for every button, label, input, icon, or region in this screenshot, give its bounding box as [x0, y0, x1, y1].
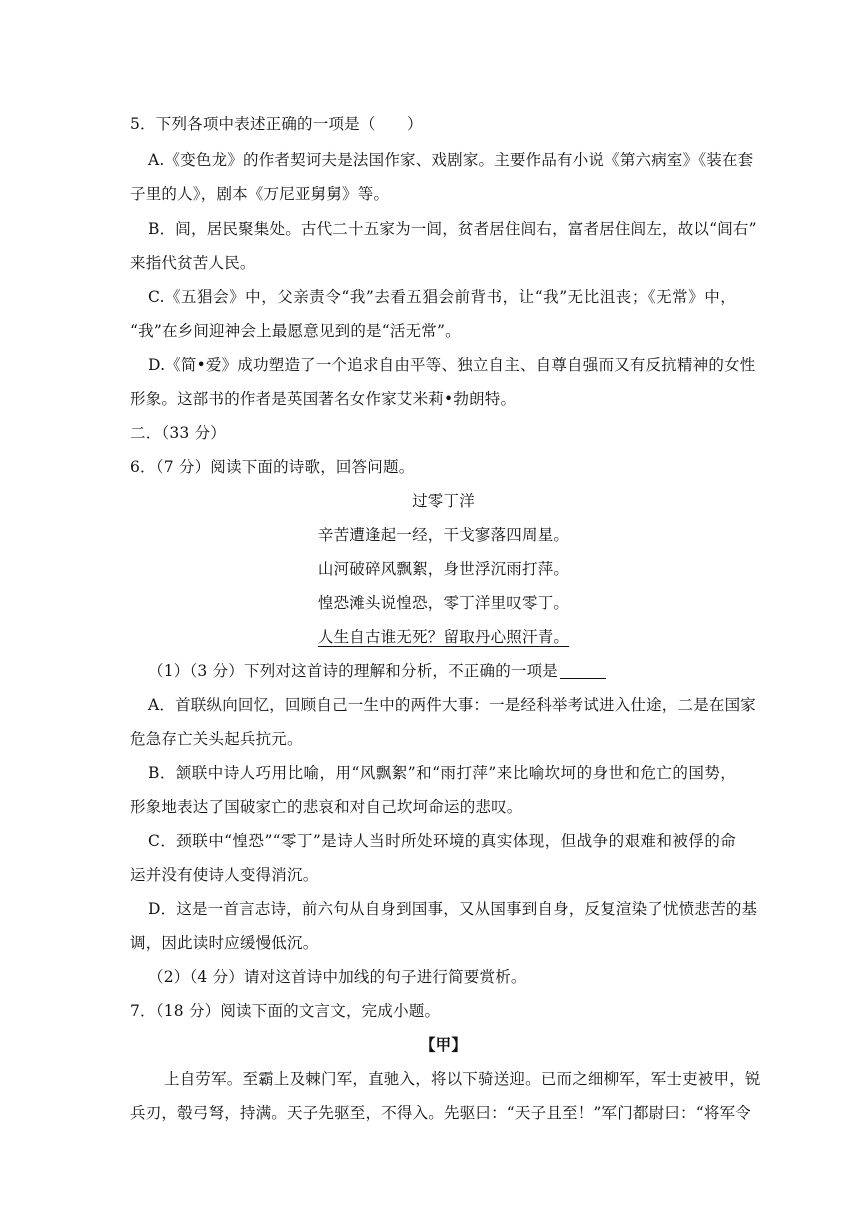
q6-1-option-a-line1: A．首联纵向回忆，回顾自己一生中的两件大事：一是经科举考试进入仕途，二是在国家: [148, 696, 756, 714]
q5-option-c-line1: C.《五猖会》中，父亲责令“我”去看五猖会前背书，让“我”无比沮丧；《无常》中，: [148, 288, 736, 306]
passage-line-2: 兵刃，彀弓弩，持满。天子先驱至，不得入。先驱曰：“天子且至！”军门都尉曰：“将军令: [130, 1104, 751, 1122]
q5-stem: 5．下列各项中表述正确的一项是（ ）: [130, 115, 423, 133]
q5-option-b-line1: B．闾，居民聚集处。古代二十五家为一闾，贫者居住闾右，富者居住闾左，故以“闾右”: [148, 220, 757, 238]
q6-1-stem-text: （1）（3 分）下列对这首诗的理解和分析，不正确的一项是: [148, 662, 559, 680]
q6-1-stem: [148, 661, 606, 681]
passage-line-1: 上自劳军。至霸上及棘门军，直驰入，将以下骑送迎。已而之细柳军，军士吏被甲，锐: [164, 1070, 761, 1088]
passage-part-title: 【甲】: [419, 1035, 468, 1054]
q6-stem: 6．（7 分）阅读下面的诗歌，回答问题。: [130, 458, 415, 476]
q6-1-option-b-line1: B．颔联中诗人巧用比喻，用“风飘絮”和“雨打萍”来比喻坎坷的身世和危亡的国势，: [148, 764, 736, 782]
poem-title: 过零丁洋: [412, 492, 475, 510]
q5-option-d-line2: 形象。这部书的作者是英国著名女作家艾米莉•勃朗特。: [130, 390, 517, 408]
q6-1-option-d-line1: D．这是一首言志诗，前六句从自身到国事，又从国事到自身，反复渲染了忧愤悲苦的基: [148, 900, 758, 918]
q6-1-option-d-line2: 调，因此读时应缓慢低沉。: [130, 934, 319, 952]
q5-option-c-line2: “我”在乡间迎神会上最愿意见到的是“活无常”。: [130, 322, 461, 340]
q5-option-b-line2: 来指代贫苦人民。: [130, 254, 256, 272]
q6-1-option-c-line1: C．颈联中“惶恐”“零丁”是诗人当时所处环境的真实体现，但战争的艰难和被俘的命: [148, 832, 736, 850]
q5-option-a-line1: A.《变色龙》的作者契诃夫是法国作家、戏剧家。主要作品有小说《第六病室》《装在套: [148, 151, 754, 169]
q6-1-option-c-line2: 运并没有使诗人变得消沉。: [130, 866, 319, 884]
answer-blank: [560, 678, 606, 679]
q5-option-a-line2: 子里的人》，剧本《万尼亚舅舅》等。: [130, 185, 390, 203]
q6-1-option-b-line2: 形象地表达了国破家亡的悲哀和对自己坎坷命运的悲叹。: [130, 798, 523, 816]
poem-line-1: 辛苦遭逢起一经，干戈寥落四周星。: [317, 526, 570, 544]
q5-option-d-line1: D.《简•爱》成功塑造了一个追求自由平等、独立自主、自尊自强而又有反抗精神的女性: [148, 356, 756, 374]
poem-line-4-underlined: 人生自古谁无死？留取丹心照汗青。: [317, 628, 570, 646]
q6-2-stem: （2）（4 分）请对这首诗中加线的句子进行简要赏析。: [148, 968, 527, 986]
q7-stem: 7．（18 分）阅读下面的文言文，完成小题。: [130, 1002, 441, 1020]
section-heading: 二．（33 分）: [130, 424, 227, 442]
poem-line-3: 惶恐滩头说惶恐，零丁洋里叹零丁。: [317, 594, 570, 612]
poem-line-2: 山河破碎风飘絮，身世浮沉雨打萍。: [317, 560, 570, 578]
q6-1-option-a-line2: 危急存亡关头起兵抗元。: [130, 730, 303, 748]
